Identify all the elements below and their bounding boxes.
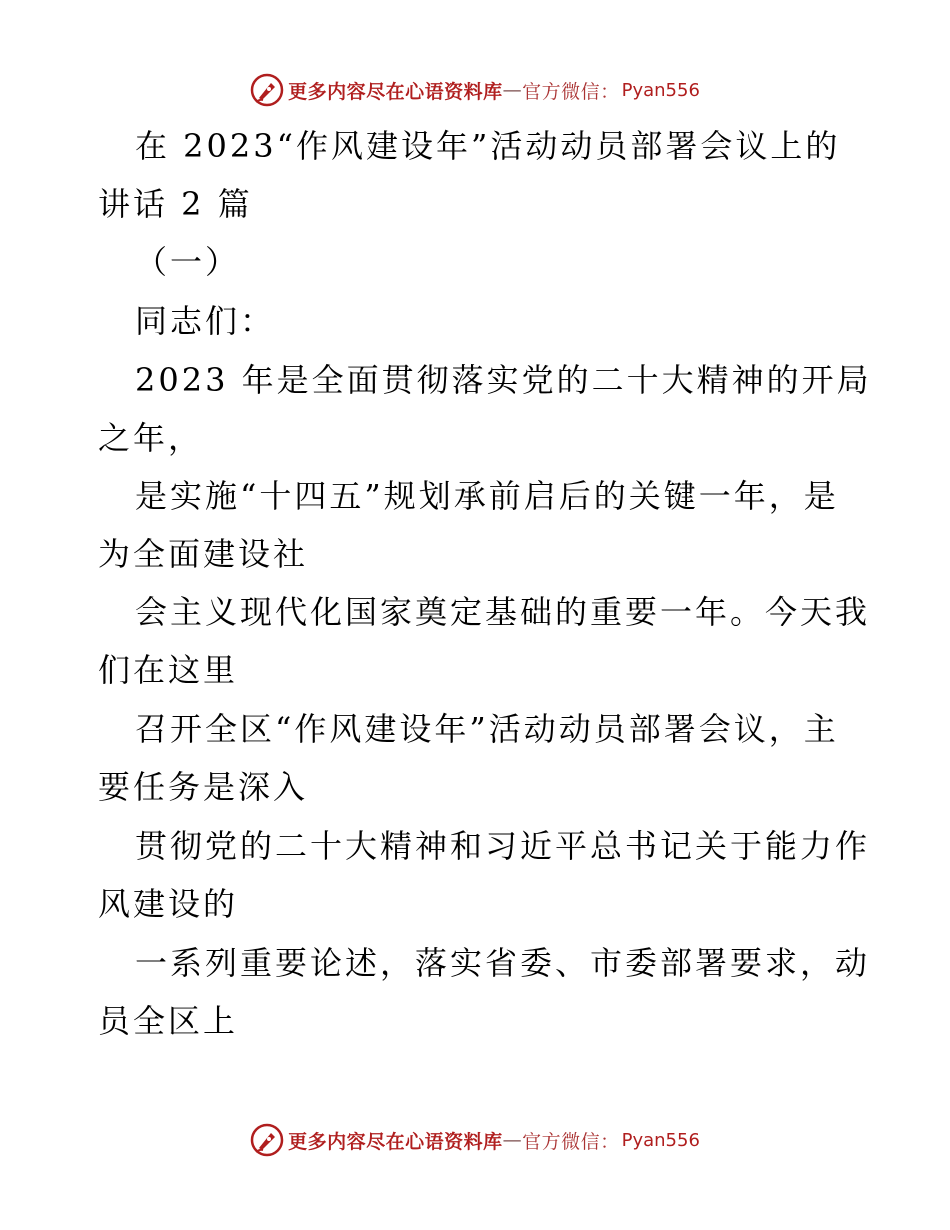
banner-wechat-label: 官方微信： xyxy=(522,80,620,103)
paragraph-line: 2023 年是全面贯彻落实党的二十大精神的开局 xyxy=(135,361,872,399)
banner-main-text: 更多内容尽在心语资料库 xyxy=(288,80,503,103)
paragraph-line: 之年， xyxy=(98,419,204,457)
banner-wechat-id: Pyan556 xyxy=(621,79,700,101)
pen-nib-logo-icon xyxy=(250,1123,284,1157)
paragraph-line: 风建设的 xyxy=(98,885,239,923)
paragraph-line: 会主义现代化国家奠定基础的重要一年。今天我 xyxy=(135,593,871,631)
paragraph-line: 召开全区“作风建设年”活动动员部署会议，主 xyxy=(135,710,839,748)
paragraph-line: 员全区上 xyxy=(98,1002,239,1040)
salutation: 同志们： xyxy=(135,302,276,340)
paragraph-line: 是实施“十四五”规划承前启后的关键一年，是 xyxy=(135,477,839,515)
section-heading: （一） xyxy=(135,243,241,281)
paragraph-line: 贯彻党的二十大精神和习近平总书记关于能力作 xyxy=(135,827,871,865)
banner-dash: — xyxy=(502,1129,523,1151)
footer-banner xyxy=(0,1120,950,1160)
pen-nib-logo-icon xyxy=(250,73,284,107)
paragraph-line: 为全面建设社 xyxy=(98,535,309,573)
paragraph-line: 要任务是深入 xyxy=(98,768,309,806)
title-line-1: 在 2023“作风建设年”活动动员部署会议上的 xyxy=(135,127,841,165)
paragraph-line: 们在这里 xyxy=(98,651,239,689)
banner-wechat-label: 官方微信： xyxy=(522,1130,620,1153)
banner-wechat-id: Pyan556 xyxy=(621,1129,700,1151)
banner-dash: — xyxy=(502,79,523,101)
header-banner xyxy=(0,70,950,110)
banner-main-text: 更多内容尽在心语资料库 xyxy=(288,1130,503,1153)
title-line-2: 讲话 2 篇 xyxy=(98,185,253,223)
paragraph-line: 一系列重要论述，落实省委、市委部署要求，动 xyxy=(135,944,871,982)
